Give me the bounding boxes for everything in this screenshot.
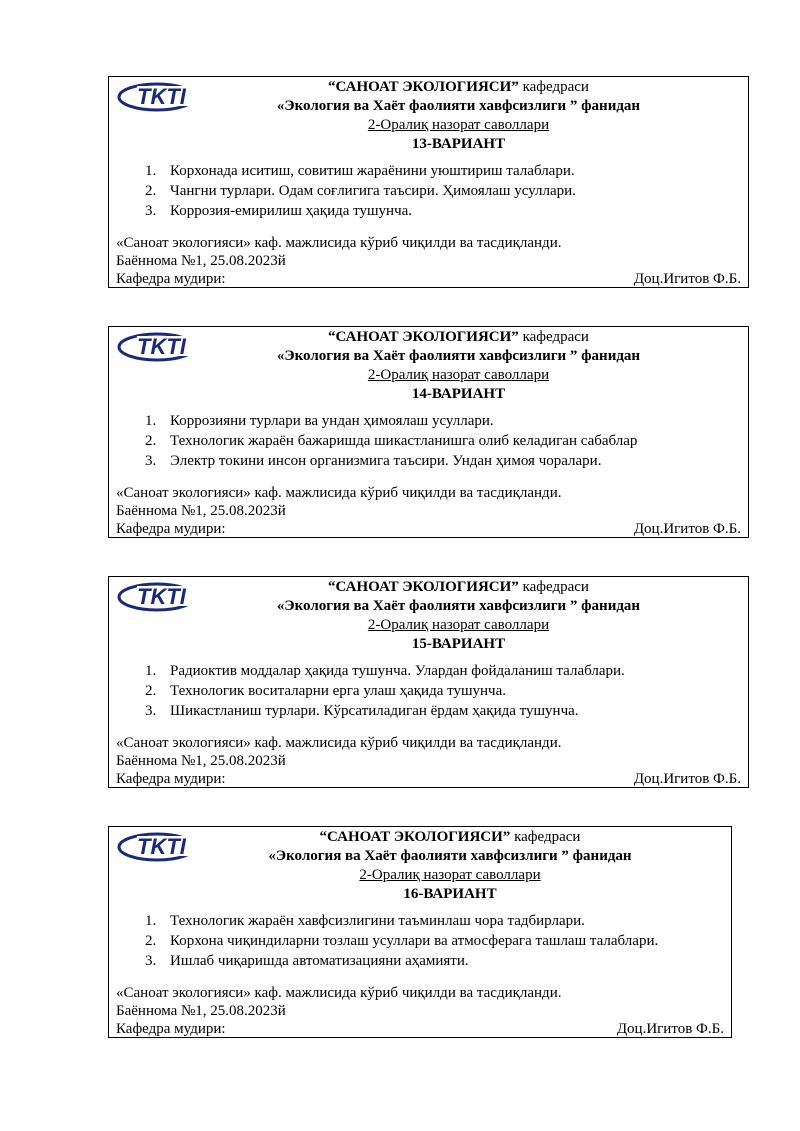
question-item: 2. Чангни турлари. Одам соғлигига таъсири. Ҳимоялаш усуллари. (145, 183, 576, 199)
head-name: Доц.Игитов Ф.Б. (633, 521, 741, 537)
subject-title: «Экология ва Хаёт фаолияти хавфсизлиги ” фанидан (276, 598, 641, 614)
head-label: Кафедра мудири: (116, 1021, 226, 1037)
protocol-text: Баённома №1, 25.08.2023й (116, 753, 286, 769)
question-item: 1. Технологик жараён хавфсизлигини таъминлаш чора тадбирлари. (145, 913, 585, 929)
variant-card-14 (108, 326, 749, 538)
subject-title: «Экология ва Хаёт фаолияти хавфсизлиги ” фанидан (276, 98, 641, 114)
svg-text:TKTI: TKTI (137, 334, 186, 359)
head-name: Доц.Игитов Ф.Б. (616, 1021, 724, 1037)
question-item: 3. Шикастланиш турлари. Кўрсатиладиган ёрдам ҳақида тушунча. (145, 703, 579, 719)
question-list (145, 161, 576, 221)
protocol-text: Баённома №1, 25.08.2023й (116, 1003, 286, 1019)
exam-title: 2-Оралиқ назорат саволлари (367, 367, 550, 383)
approval-text: «Саноат экологияси» каф. мажлисида кўриб чиқилди ва тасдиқланди. (116, 235, 562, 251)
question-list (145, 911, 658, 971)
variant-card-16 (108, 826, 732, 1038)
question-item: 2. Технологик воситаларни ерга улаш ҳақида тушунча. (145, 683, 506, 699)
approval-text: «Саноат экологияси» каф. мажлисида кўриб чиқилди ва тасдиқланди. (116, 735, 562, 751)
protocol-text: Баённома №1, 25.08.2023й (116, 253, 286, 269)
dept-name: “САНОАТ ЭКОЛОГИЯСИ” (319, 829, 511, 845)
dept-name: “САНОАТ ЭКОЛОГИЯСИ” (328, 329, 519, 345)
question-item: 3. Ишлаб чиқаришда автоматизацияни аҳамияти. (145, 953, 469, 969)
question-item: 2. Технологик жараён бажаришда шикастланишга олиб келадиган сабаблар (145, 433, 638, 449)
exam-title: 2-Оралиқ назорат саволлари (367, 117, 550, 133)
head-name: Доц.Игитов Ф.Б. (633, 271, 741, 287)
dept-suffix: кафедраси (518, 79, 589, 95)
variant-card-13 (108, 76, 749, 288)
question-list (145, 661, 625, 721)
subject-title: «Экология ва Хаёт фаолияти хавфсизлиги ” фанидан (268, 848, 632, 864)
svg-text:TKTI: TKTI (137, 84, 186, 109)
question-item: 2. Корхона чиқиндиларни тозлаш усуллари ва атмосферага ташлаш талаблари. (145, 933, 659, 949)
head-label: Кафедра мудири: (116, 271, 226, 287)
dept-suffix: кафедраси (518, 579, 589, 595)
variant-card-15 (108, 576, 749, 788)
exam-title: 2-Оралиқ назорат саволлари (367, 617, 550, 633)
variant-title: 13-ВАРИАНТ (411, 136, 506, 152)
head-name: Доц.Игитов Ф.Б. (633, 771, 741, 787)
dept-name: “САНОАТ ЭКОЛОГИЯСИ” (328, 79, 519, 95)
dept-suffix: кафедраси (510, 829, 581, 845)
question-item: 3. Коррозия-емирилиш ҳақида тушунча. (145, 203, 413, 219)
question-item: 1. Коррозияни турлари ва ундан ҳимоялаш усуллари. (145, 413, 494, 429)
variant-title: 16-ВАРИАНТ (403, 886, 497, 902)
dept-name: “САНОАТ ЭКОЛОГИЯСИ” (328, 579, 519, 595)
svg-text:TKTI: TKTI (137, 584, 186, 609)
svg-text:TKTI: TKTI (137, 834, 186, 859)
variant-title: 15-ВАРИАНТ (411, 636, 506, 652)
question-item: 1. Радиоктив моддалар ҳақида тушунча. Улардан фойдаланиш талаблари. (145, 663, 625, 679)
variant-title: 14-ВАРИАНТ (411, 386, 506, 402)
dept-suffix: кафедраси (518, 329, 589, 345)
approval-text: «Саноат экологияси» каф. мажлисида кўриб чиқилди ва тасдиқланди. (116, 485, 562, 501)
head-label: Кафедра мудири: (116, 521, 226, 537)
subject-title: «Экология ва Хаёт фаолияти хавфсизлиги ” фанидан (276, 348, 641, 364)
question-item: 3. Электр токини инсон организмига таъсири. Ундан ҳимоя чоралари. (145, 453, 602, 469)
question-item: 1. Корхонада иситиш, совитиш жараёнини уюштириш талаблари. (145, 163, 575, 179)
head-label: Кафедра мудири: (116, 771, 226, 787)
question-list (145, 411, 637, 471)
protocol-text: Баённома №1, 25.08.2023й (116, 503, 286, 519)
exam-title: 2-Оралиқ назорат саволлари (359, 867, 541, 883)
approval-text: «Саноат экологияси» каф. мажлисида кўриб чиқилди ва тасдиқланди. (116, 985, 562, 1001)
